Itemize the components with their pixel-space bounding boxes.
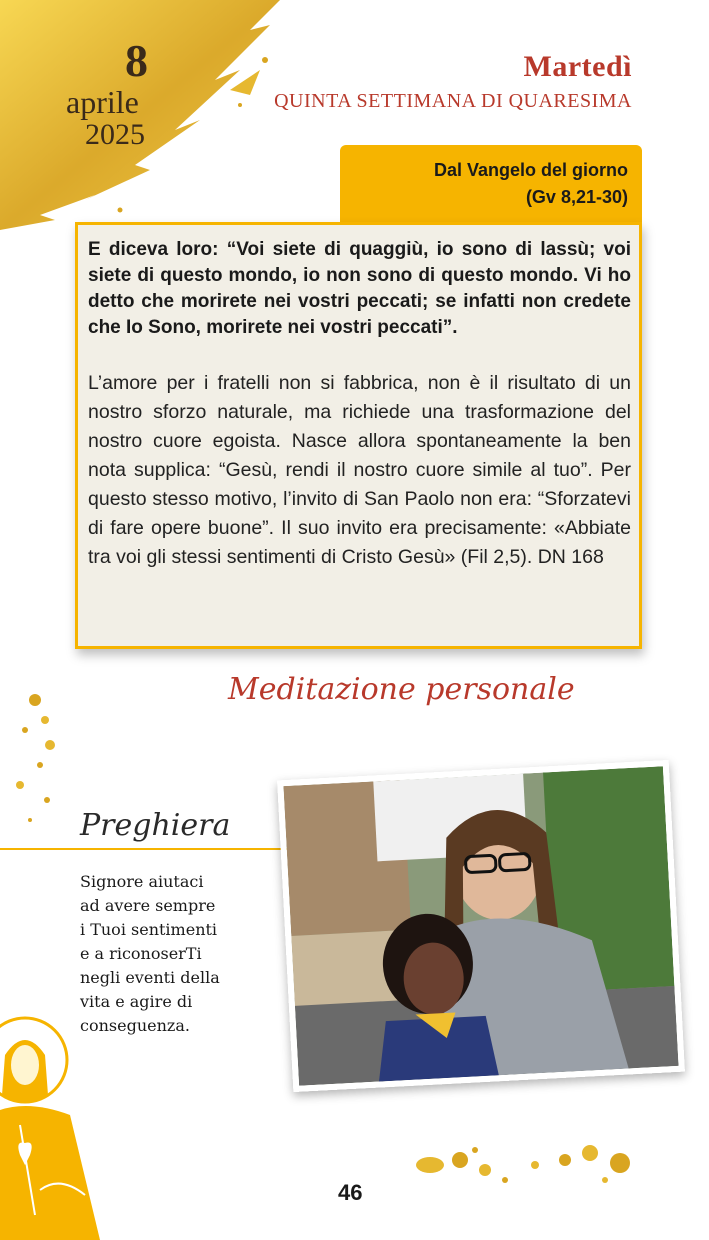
- gospel-text: E diceva loro: “Voi siete di quaggiù, io sono di lassù; voi siete di questo mondo, io non sono di questo mondo. Vi ho detto che morirete nei vostri peccati; se infatti non credete che Io Sono, morirete nei vostri peccati”.: [88, 239, 631, 338]
- gold-dots-decoration: [405, 1135, 645, 1195]
- prayer-text: Signore aiutaci ad avere sempre i Tuoi sentimenti e a riconoserTi negli eventi della vita e agire di conseguenza.: [80, 872, 220, 1035]
- gospel-label: Dal Vangelo del giorno: [433, 160, 628, 180]
- date-day: 8: [125, 35, 148, 86]
- day-name: Martedì: [523, 50, 632, 83]
- divider: [0, 848, 300, 850]
- sacred-heart-icon: [0, 1015, 105, 1240]
- gospel-reference-tab: [340, 145, 642, 225]
- commentary-text: L’amore per i fratelli non si fabbrica, non è il risultato di un nostro sforzo naturale, ma richiede una trasformazione del nostro cuore egoista. Nasce allora spontaneamente la ben nota supplica: “Gesù, rendi il nostro cuore simile al tuo”. Per questo stesso motivo, l’invito di San Paolo non era: “Sforzatevi di fare opere buone”. Il suo invito era precisamente: «Abbiate tra voi gli stessi sentimenti di Cristo Gesù» (Fil 2,5). DN 168: [88, 372, 631, 568]
- reading-box: [75, 222, 642, 649]
- photo-woman-and-child: [277, 760, 685, 1092]
- date-month: aprile: [66, 84, 139, 120]
- liturgical-week: QUINTA SETTIMANA DI QUARESIMA: [274, 90, 632, 112]
- meditation-heading: Meditazione personale: [228, 672, 575, 707]
- gold-dots-decoration: [5, 690, 65, 840]
- gold-brush-decoration: [0, 0, 300, 230]
- page-number: 46: [338, 1180, 363, 1205]
- date-year: 2025: [85, 118, 145, 151]
- prayer-heading: Preghiera: [80, 808, 231, 843]
- gospel-citation: (Gv 8,21-30): [525, 187, 628, 207]
